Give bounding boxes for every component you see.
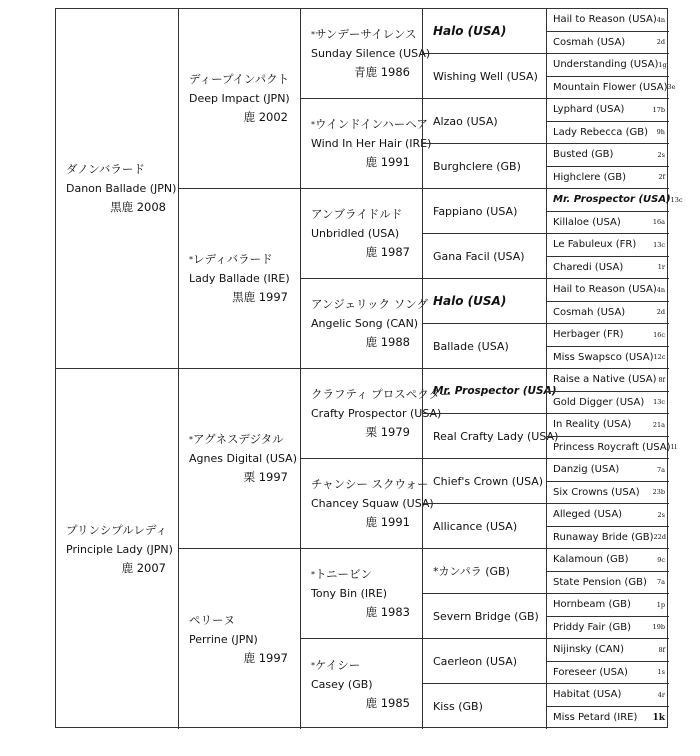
horse-name-jp: [311, 385, 452, 404]
color-year: 鹿 1987: [365, 245, 410, 259]
horse-name: Mr. Prospector (USA): [553, 194, 671, 206]
horse-name: Nijinsky (CAN): [553, 644, 625, 656]
family-number: 16c: [653, 330, 665, 339]
horse-name: Lyphard (USA): [553, 104, 625, 116]
import-mark: *: [311, 660, 315, 670]
horse-name-en: Sunday Silence (USA): [311, 47, 431, 60]
family-number: 1l: [670, 443, 677, 452]
horse-cell: [546, 279, 669, 302]
horse-name-jp-text: アンブライドルド: [311, 207, 403, 221]
family-number: 13c: [670, 195, 683, 204]
horse-name-jp: [189, 250, 300, 269]
horse-name: Danzig (USA): [553, 464, 620, 476]
horse-cell: [422, 9, 546, 54]
horse-name-jp: [311, 656, 422, 675]
family-number: 1k: [652, 712, 665, 723]
generation-2-column: [178, 9, 300, 727]
horse-name: Halo (USA): [433, 24, 507, 38]
family-number: 16a: [652, 218, 665, 227]
horse-name-en: Casey (GB): [311, 677, 373, 691]
horse-cell: [546, 482, 669, 505]
horse-cell: [422, 369, 557, 414]
horse-name-jp: [311, 205, 422, 224]
family-number: 1r: [657, 263, 665, 272]
horse-cell: [546, 459, 669, 482]
family-number: 9c: [657, 555, 665, 564]
horse-name: Miss Petard (IRE): [553, 712, 638, 724]
color-year: 鹿 1997: [243, 650, 288, 665]
horse-name: Priddy Fair (GB): [553, 621, 631, 633]
horse-cell: [546, 324, 669, 347]
color-year: 鹿 1991: [365, 515, 410, 529]
horse-cell: [546, 234, 669, 257]
horse-name-jp: [311, 475, 429, 494]
horse-name-jp-text: ディープインパクト: [189, 72, 290, 86]
horse-name-jp: [311, 115, 428, 134]
horse-cell: [422, 639, 546, 684]
horse-cell: [422, 144, 546, 189]
horse-name: Hail to Reason (USA): [553, 284, 657, 296]
horse-cell: [300, 639, 422, 729]
horse-cell: [546, 347, 669, 370]
color-year: 黒鹿 1997: [232, 290, 288, 304]
horse-cell: [300, 459, 434, 549]
color-year: 鹿 1985: [365, 695, 410, 710]
horse-cell: [546, 504, 669, 527]
horse-cell: [546, 392, 669, 415]
family-number: 2d: [656, 38, 665, 47]
horse-cell: [546, 257, 669, 280]
color-year: 栗 1997: [243, 470, 288, 484]
horse-name-jp-text: チャンシー スクウォー: [311, 477, 429, 491]
family-number: 22d: [653, 533, 666, 542]
horse-name-jp: [189, 611, 300, 630]
horse-name: Gold Digger (USA): [553, 396, 645, 408]
horse-name-en: Perrine (JPN): [189, 632, 258, 646]
horse-name-jp: [66, 521, 178, 540]
horse-name-en: Wind In Her Hair (IRE): [311, 137, 432, 150]
horse-cell: [422, 684, 546, 729]
import-mark: *: [189, 255, 193, 264]
horse-cell: [546, 99, 669, 122]
horse-name: Mr. Prospector (USA): [433, 385, 557, 397]
horse-name: Caerleon (USA): [433, 654, 518, 668]
family-number: 4n: [656, 285, 666, 294]
horse-name: Fappiano (USA): [433, 204, 518, 218]
horse-cell: [300, 279, 428, 369]
horse-name: Gana Facil (USA): [433, 249, 525, 263]
generation-5-column: [546, 9, 683, 727]
horse-cell: [178, 9, 300, 189]
color-year: 栗 1979: [365, 425, 410, 439]
horse-name-jp-text: トニービン: [315, 567, 373, 581]
horse-name: Highclere (GB): [553, 171, 627, 183]
family-number: 7a: [656, 465, 665, 474]
horse-name-jp: [189, 430, 300, 449]
horse-name-en: Angelic Song (CAN): [311, 317, 419, 330]
horse-name-jp-text: ペリーヌ: [189, 612, 235, 627]
family-number: 19b: [652, 623, 665, 632]
import-mark: *: [311, 120, 315, 129]
horse-name: Herbager (FR): [553, 329, 624, 341]
horse-cell: [422, 234, 546, 279]
horse-name: Chief's Crown (USA): [433, 474, 544, 488]
horse-cell: [546, 144, 669, 167]
family-number: 2f: [658, 173, 665, 182]
horse-cell: [422, 54, 546, 99]
horse-name: Allicance (USA): [433, 519, 518, 533]
horse-name: Killaloe (USA): [553, 216, 621, 228]
horse-cell: [300, 189, 422, 279]
family-number: 17b: [652, 105, 665, 114]
horse-name: Mountain Flower (USA): [553, 81, 668, 93]
horse-cell: [546, 189, 683, 212]
family-number: 23b: [652, 488, 665, 497]
horse-cell: [546, 302, 669, 325]
horse-cell: [422, 459, 546, 504]
horse-name-en: Danon Ballade (JPN): [66, 182, 177, 195]
horse-name: Charedi (USA): [553, 261, 624, 273]
family-number: 8f: [658, 645, 665, 654]
horse-name: Kiss (GB): [433, 700, 483, 713]
horse-name-en: Tony Bin (IRE): [311, 587, 388, 600]
horse-cell: [300, 549, 422, 639]
color-year: 鹿 1983: [365, 605, 410, 619]
horse-name-jp-text: プリンシプルレディ: [66, 522, 168, 537]
horse-name: Princess Roycraft (USA): [553, 441, 671, 453]
horse-cell: [546, 594, 669, 617]
color-year: 青鹿 1986: [354, 65, 410, 79]
horse-cell: [546, 707, 669, 730]
horse-name: In Reality (USA): [553, 419, 632, 431]
horse-name-en: Unbridled (USA): [311, 227, 400, 240]
horse-name: Hornbeam (GB): [553, 599, 631, 611]
family-number: 12c: [653, 353, 666, 362]
pedigree-table: [55, 8, 683, 728]
horse-cell: [300, 99, 432, 189]
color-year: 黒鹿 2008: [110, 200, 166, 214]
horse-name: Halo (USA): [433, 294, 507, 308]
generation-4-column: [422, 9, 559, 727]
family-number: 21a: [652, 420, 665, 429]
horse-name: Le Fabuleux (FR): [553, 239, 637, 251]
horse-cell: [300, 369, 452, 459]
horse-cell: [546, 617, 669, 640]
horse-name-en: Chancey Squaw (USA): [311, 497, 434, 510]
horse-name: Busted (GB): [553, 149, 614, 161]
horse-cell: [546, 54, 669, 77]
family-number: 1s: [657, 668, 665, 677]
horse-name: Alleged (USA): [553, 509, 623, 521]
horse-cell: [422, 279, 546, 324]
color-year: 鹿 2002: [243, 110, 288, 124]
horse-name-jp-text: ウインドインハーヘア: [315, 117, 428, 131]
horse-name: Understanding (USA): [553, 59, 659, 71]
family-number: 4r: [657, 690, 665, 699]
family-number: 2d: [656, 308, 665, 317]
horse-name-jp: [189, 70, 300, 89]
horse-cell: [56, 9, 178, 369]
horse-cell: [178, 189, 300, 369]
horse-cell: [546, 684, 669, 707]
horse-cell: [546, 549, 669, 572]
family-number: 7a: [656, 578, 665, 587]
horse-name-en: Lady Ballade (IRE): [189, 272, 290, 285]
horse-name-jp: [311, 295, 428, 314]
family-number: 4n: [656, 15, 666, 24]
horse-cell: [546, 77, 676, 100]
color-year: 鹿 1988: [365, 335, 410, 349]
horse-cell: [422, 504, 546, 549]
horse-name: Miss Swapsco (USA): [553, 351, 654, 363]
family-number: 9h: [656, 128, 665, 137]
horse-name-jp-text: ケイシー: [315, 657, 361, 672]
horse-cell: [178, 369, 300, 549]
family-number: 8f: [658, 375, 665, 384]
horse-cell: [546, 122, 669, 145]
horse-name-en: Principle Lady (JPN): [66, 542, 173, 556]
horse-name: Runaway Bride (GB): [553, 531, 654, 543]
horse-name-jp: [311, 565, 422, 584]
horse-name-jp-text: アグネスデジタル: [193, 432, 284, 446]
horse-name: Wishing Well (USA): [433, 69, 538, 83]
horse-cell: [546, 369, 669, 392]
horse-name: Foreseer (USA): [553, 666, 628, 678]
family-number: 3e: [667, 83, 676, 92]
horse-name-jp: [311, 25, 422, 44]
horse-name: Raise a Native (USA): [553, 374, 657, 386]
horse-cell: [546, 414, 669, 437]
horse-name: Hail to Reason (USA): [553, 14, 657, 26]
horse-name: Cosmah (USA): [553, 306, 626, 318]
horse-cell: [546, 212, 669, 235]
horse-name: Severn Bridge (GB): [433, 609, 539, 623]
horse-name-jp-text: レディバラード: [193, 252, 273, 266]
horse-name-jp-text: ダノンバラード: [66, 162, 145, 176]
color-year: 鹿 2007: [121, 560, 166, 575]
horse-cell: [546, 572, 669, 595]
horse-name: Habitat (USA): [553, 689, 622, 701]
horse-name: Six Crowns (USA): [553, 486, 640, 498]
horse-name-jp-text: クラフティ プロスペクター: [311, 387, 452, 401]
horse-name: *カンパラ (GB): [433, 565, 510, 578]
horse-name: Burghclere (GB): [433, 159, 521, 173]
horse-name-en: Deep Impact (JPN): [189, 92, 290, 105]
family-number: 1p: [656, 600, 665, 609]
horse-cell: [546, 9, 669, 32]
family-number: 13c: [653, 398, 665, 407]
horse-cell: [422, 549, 546, 594]
family-number: 13c: [653, 240, 665, 249]
horse-cell: [422, 594, 546, 639]
horse-cell: [178, 549, 300, 729]
horse-name: Kalamoun (GB): [553, 554, 629, 566]
horse-name: Lady Rebecca (GB): [553, 126, 649, 138]
horse-name: Ballade (USA): [433, 339, 509, 353]
generation-3-column: [300, 9, 452, 727]
color-year: 鹿 1991: [365, 155, 410, 169]
horse-name-en: Crafty Prospector (USA): [311, 407, 442, 420]
horse-cell: [546, 167, 669, 190]
generation-1-column: [56, 9, 178, 727]
import-mark: *: [311, 30, 315, 39]
horse-name: State Pension (GB): [553, 576, 647, 588]
horse-name: Real Crafty Lady (USA): [433, 429, 559, 443]
import-mark: *: [189, 435, 193, 444]
horse-cell: [422, 99, 546, 144]
horse-name-jp: [66, 160, 178, 179]
horse-cell: [422, 414, 559, 459]
horse-name: Alzao (USA): [433, 114, 498, 128]
horse-cell: [546, 662, 669, 685]
horse-cell: [56, 369, 178, 729]
horse-cell: [546, 32, 669, 55]
horse-name-en: Agnes Digital (USA): [189, 452, 297, 465]
horse-cell: [546, 639, 669, 662]
horse-name: Cosmah (USA): [553, 36, 626, 48]
horse-cell: [422, 324, 546, 369]
horse-cell: [300, 9, 431, 99]
horse-name-jp-text: アンジェリック ソング: [311, 297, 428, 311]
family-number: 1g: [658, 60, 667, 69]
family-number: 2s: [657, 510, 665, 519]
horse-cell: [546, 437, 677, 460]
import-mark: *: [311, 570, 315, 579]
horse-name-jp-text: サンデーサイレンス: [315, 27, 417, 41]
horse-cell: [546, 527, 669, 550]
family-number: 2s: [657, 150, 665, 159]
horse-cell: [422, 189, 546, 234]
